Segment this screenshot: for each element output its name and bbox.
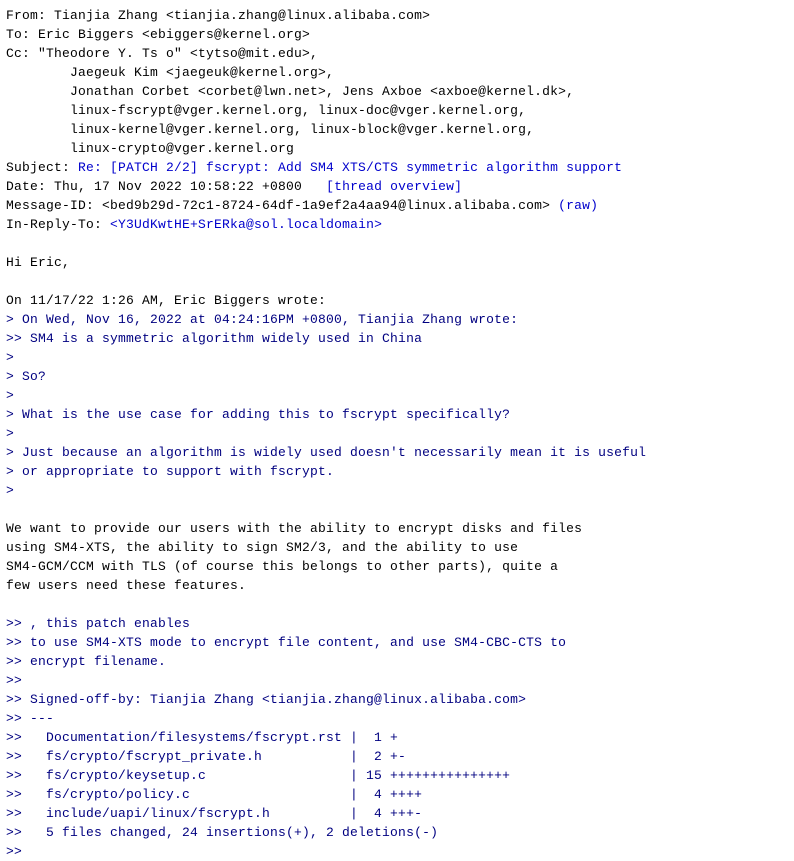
greeting: Hi Eric, <box>6 255 71 270</box>
diffstat-line: >> fs/crypto/policy.c | 4 ++++ <box>6 787 423 802</box>
message-id-value: <bed9b29d-72c1-8724-64df-1a9ef2a4aa94@linux.alibaba.com> <box>102 198 559 213</box>
cc-line: Jonathan Corbet <corbet@lwn.net>, Jens Axboe <axboe@kernel.dk>, <box>6 84 575 99</box>
in-reply-to-line <box>6 215 794 234</box>
quoted-patch-line: >> , this patch enables <box>6 616 191 631</box>
quoted-line: > What is the use case for adding this to fscrypt specifically? <box>6 407 511 422</box>
cc-line <box>6 44 794 63</box>
reply-line: using SM4-XTS, the ability to sign SM2/3, and the ability to use <box>6 540 519 555</box>
from-value: Tianjia Zhang <tianjia.zhang@linux.alibaba.com> <box>54 8 431 23</box>
quoted-patch-line: >> <box>6 844 23 859</box>
from-line <box>6 6 794 25</box>
quoted-line: > or appropriate to support with fscrypt. <box>6 464 335 479</box>
quoted-patch-line: >> to use SM4-XTS mode to encrypt file content, and use SM4-CBC-CTS to <box>6 635 567 650</box>
diffstat-line: >> fs/crypto/keysetup.c | 15 +++++++++++++++ <box>6 768 511 783</box>
blank-line <box>6 595 794 614</box>
quoted-patch-line: >> encrypt filename. <box>6 654 167 669</box>
date-line <box>6 177 794 196</box>
cc-line: linux-crypto@vger.kernel.org <box>6 141 295 156</box>
to-label: To: <box>6 27 39 42</box>
quoted-line: > <box>6 388 15 403</box>
subject-label: Subject: <box>6 160 79 175</box>
reply-line: We want to provide our users with the ability to encrypt disks and files <box>6 521 583 536</box>
quoted-patch-line: >> --- <box>6 711 55 726</box>
cc-value: "Theodore Y. Ts o" <tytso@mit.edu>, <box>38 46 319 61</box>
date-label: Date: <box>6 179 55 194</box>
blank-line <box>6 234 794 253</box>
quoted-patch-line: >> <box>6 673 23 688</box>
message-id-line <box>6 196 794 215</box>
cc-line: Jaegeuk Kim <jaegeuk@kernel.org>, <box>6 65 335 80</box>
diffstat-line: >> fs/crypto/fscrypt_private.h | 2 +- <box>6 749 407 764</box>
raw-link[interactable]: (raw) <box>558 198 599 213</box>
diffstat-summary: >> 5 files changed, 24 insertions(+), 2 deletions(-) <box>6 825 439 840</box>
diffstat-line: >> Documentation/filesystems/fscrypt.rst | 1 + <box>6 730 399 745</box>
to-value: Eric Biggers <ebiggers@kernel.org> <box>38 27 311 42</box>
quoted-line: > <box>6 350 15 365</box>
quoted-line: > Just because an algorithm is widely used doesn't necessarily mean it is useful <box>6 445 647 460</box>
in-reply-to-link[interactable]: <Y3UdKwtHE+SrERka@sol.localdomain> <box>110 217 383 232</box>
quoted-line: > <box>6 483 15 498</box>
quoted-line: > So? <box>6 369 47 384</box>
cc-line: linux-kernel@vger.kernel.org, linux-block@vger.kernel.org, <box>6 122 535 137</box>
subject-link[interactable]: Re: [PATCH 2/2] fscrypt: Add SM4 XTS/CTS symmetric algorithm support <box>78 160 623 175</box>
from-label: From: <box>6 8 55 23</box>
in-reply-to-label: In-Reply-To: <box>6 217 111 232</box>
blank-line <box>6 500 794 519</box>
quoted-line: > <box>6 426 15 441</box>
cc-line: linux-fscrypt@vger.kernel.org, linux-doc@vger.kernel.org, <box>6 103 527 118</box>
quoted-patch-line: >> Signed-off-by: Tianjia Zhang <tianjia.zhang@linux.alibaba.com> <box>6 692 527 707</box>
date-value: Thu, 17 Nov 2022 10:58:22 +0800 <box>54 179 327 194</box>
cc-label: Cc: <box>6 46 39 61</box>
to-line <box>6 25 794 44</box>
blank-line <box>6 272 794 291</box>
message-id-label: Message-ID: <box>6 198 103 213</box>
diffstat-line: >> include/uapi/linux/fscrypt.h | 4 +++- <box>6 806 423 821</box>
reply-line: SM4-GCM/CCM with TLS (of course this belongs to other parts), quite a <box>6 559 559 574</box>
reply-line: few users need these features. <box>6 578 247 593</box>
thread-overview-link[interactable]: [thread overview] <box>326 179 463 194</box>
quoted-line: >> SM4 is a symmetric algorithm widely used in China <box>6 331 423 346</box>
subject-line <box>6 158 794 177</box>
attribution: On 11/17/22 1:26 AM, Eric Biggers wrote: <box>6 293 327 308</box>
quoted-line: > On Wed, Nov 16, 2022 at 04:24:16PM +0800, Tianjia Zhang wrote: <box>6 312 519 327</box>
